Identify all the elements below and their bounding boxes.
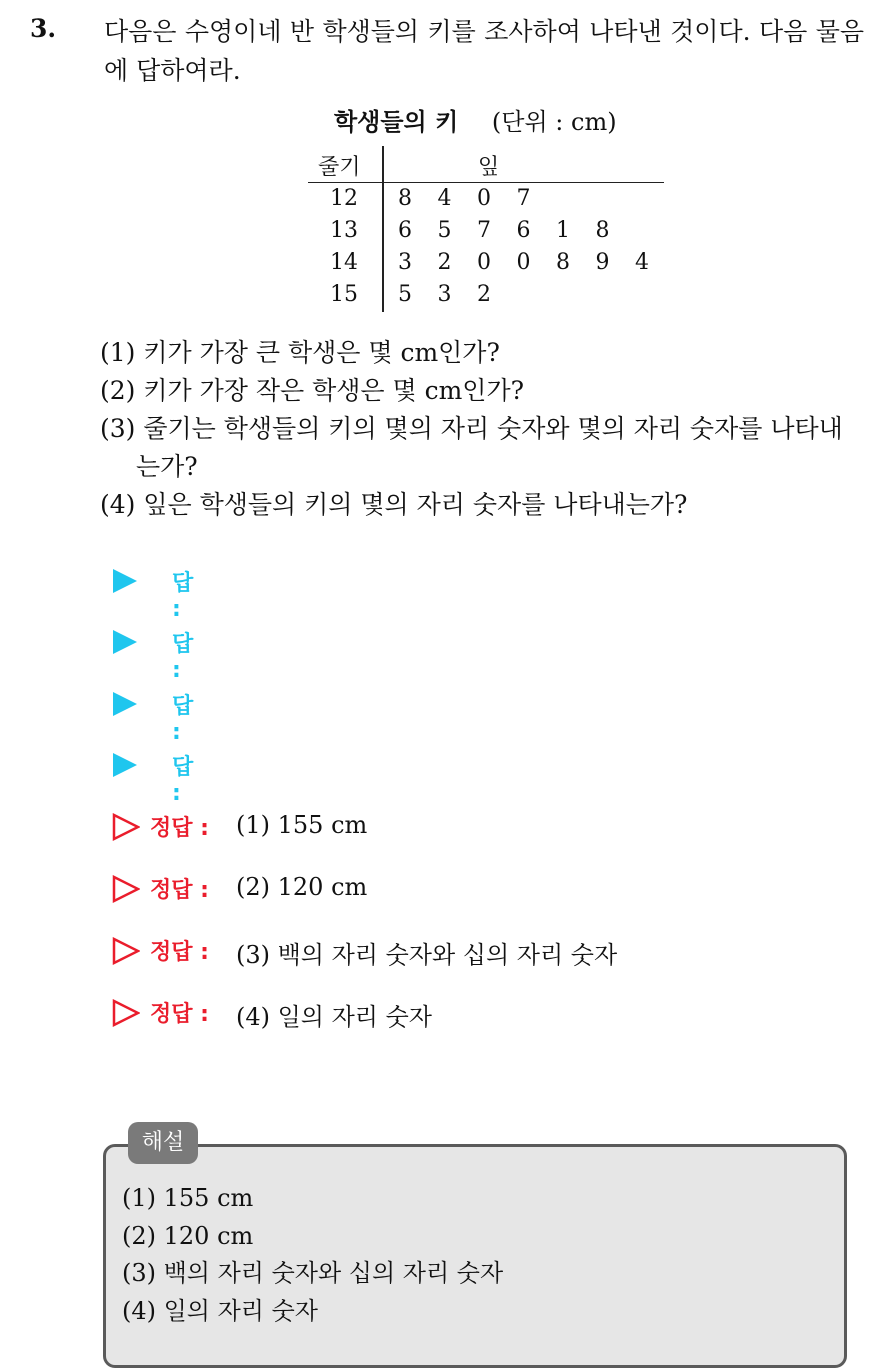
leaf-value: 3 xyxy=(398,250,412,275)
leaf-value: 7 xyxy=(477,218,491,243)
table-row xyxy=(308,215,664,247)
answer-label: 답 : xyxy=(172,571,194,622)
leaf-value: 8 xyxy=(556,250,570,275)
explanation-line: (4) 일의 자리 숫자 xyxy=(122,1296,318,1325)
correct-label: 정답 : xyxy=(150,878,209,903)
answer-label: 답 : xyxy=(172,755,194,806)
subquestion-4: (4) 잎은 학생들의 키의 몇의 자리 숫자를 나타내는가? xyxy=(100,490,688,519)
leaf-value: 4 xyxy=(437,186,452,211)
play-triangle-icon xyxy=(112,629,138,655)
table-row xyxy=(308,279,664,311)
leaf-value: 2 xyxy=(477,282,491,307)
leaf-value: 0 xyxy=(516,250,531,275)
leaf-value: 9 xyxy=(595,250,610,275)
answer-label: 답 : xyxy=(172,632,194,683)
outline-triangle-icon xyxy=(112,813,140,841)
table-unit: (단위 : cm) xyxy=(491,108,617,136)
explanation-lines xyxy=(122,1180,503,1330)
table-title-text: 학생들의 키 xyxy=(334,107,459,136)
subquestion-3-tail: 는가? xyxy=(136,452,198,481)
leaf-value: 1 xyxy=(556,218,570,243)
leaf-value: 4 xyxy=(635,250,649,275)
correct-value: (4) 일의 자리 숫자 xyxy=(236,1003,432,1031)
stem-value: 13 xyxy=(330,218,358,243)
play-triangle-icon xyxy=(112,568,138,594)
stem-value: 15 xyxy=(330,282,358,307)
subquestion-3: (3) 줄기는 학생들의 키의 몇의 자리 숫자와 몇의 자리 숫자를 나타내 xyxy=(100,414,843,443)
stem-leaf-table xyxy=(308,146,664,311)
subquestion-3-continued xyxy=(100,448,866,486)
correct-label: 정답 : xyxy=(150,1002,209,1027)
question-number: 3. xyxy=(30,14,57,43)
play-triangle-icon xyxy=(112,691,138,717)
leaf-value: 0 xyxy=(477,250,491,275)
leaf-value: 5 xyxy=(398,282,412,307)
outline-triangle-icon xyxy=(112,937,140,965)
play-triangle-icon xyxy=(112,752,138,778)
answer-label: 답 : xyxy=(172,694,194,745)
leaf-value: 8 xyxy=(398,186,412,211)
stem-value: 12 xyxy=(330,186,358,211)
outline-triangle-icon xyxy=(112,999,140,1027)
leaf-value: 8 xyxy=(595,218,610,243)
explanation-line: (1) 155 cm xyxy=(122,1184,254,1212)
leaf-value: 0 xyxy=(477,186,491,211)
leaf-value: 5 xyxy=(437,218,452,243)
correct-value: (3) 백의 자리 숫자와 십의 자리 숫자 xyxy=(236,941,618,969)
explanation-line: (3) 백의 자리 숫자와 십의 자리 숫자 xyxy=(122,1259,504,1287)
explanation-tag: 해설 xyxy=(128,1122,198,1164)
leaf-value: 6 xyxy=(516,218,531,243)
leaf-value: 3 xyxy=(437,282,452,307)
table-row xyxy=(308,183,664,215)
subquestion-2: (2) 키가 가장 작은 학생은 몇 cm인가? xyxy=(100,376,525,405)
table-title xyxy=(334,102,617,137)
correct-value: (1) 155 cm xyxy=(236,811,368,839)
correct-label: 정답 : xyxy=(150,816,209,841)
outline-triangle-icon xyxy=(112,875,140,903)
stem-value: 14 xyxy=(330,250,358,275)
correct-value: (2) 120 cm xyxy=(236,873,368,901)
correct-label: 정답 : xyxy=(150,940,209,965)
subquestion-1: (1) 키가 가장 큰 학생은 몇 cm인가? xyxy=(100,338,500,367)
stem-header: 줄기 xyxy=(318,155,361,180)
table-header xyxy=(308,146,664,183)
leaf-value: 6 xyxy=(398,218,412,243)
explanation-line: (2) 120 cm xyxy=(122,1221,254,1250)
leaf-value: 2 xyxy=(437,250,452,275)
leaf-header: 잎 xyxy=(478,155,500,180)
question-text: 다음은 수영이네 반 학생들의 키를 조사하여 나타낸 것이다. 다음 물음에 답하여라. xyxy=(104,17,864,85)
leaf-value: 7 xyxy=(516,186,531,211)
table-row xyxy=(308,247,664,279)
